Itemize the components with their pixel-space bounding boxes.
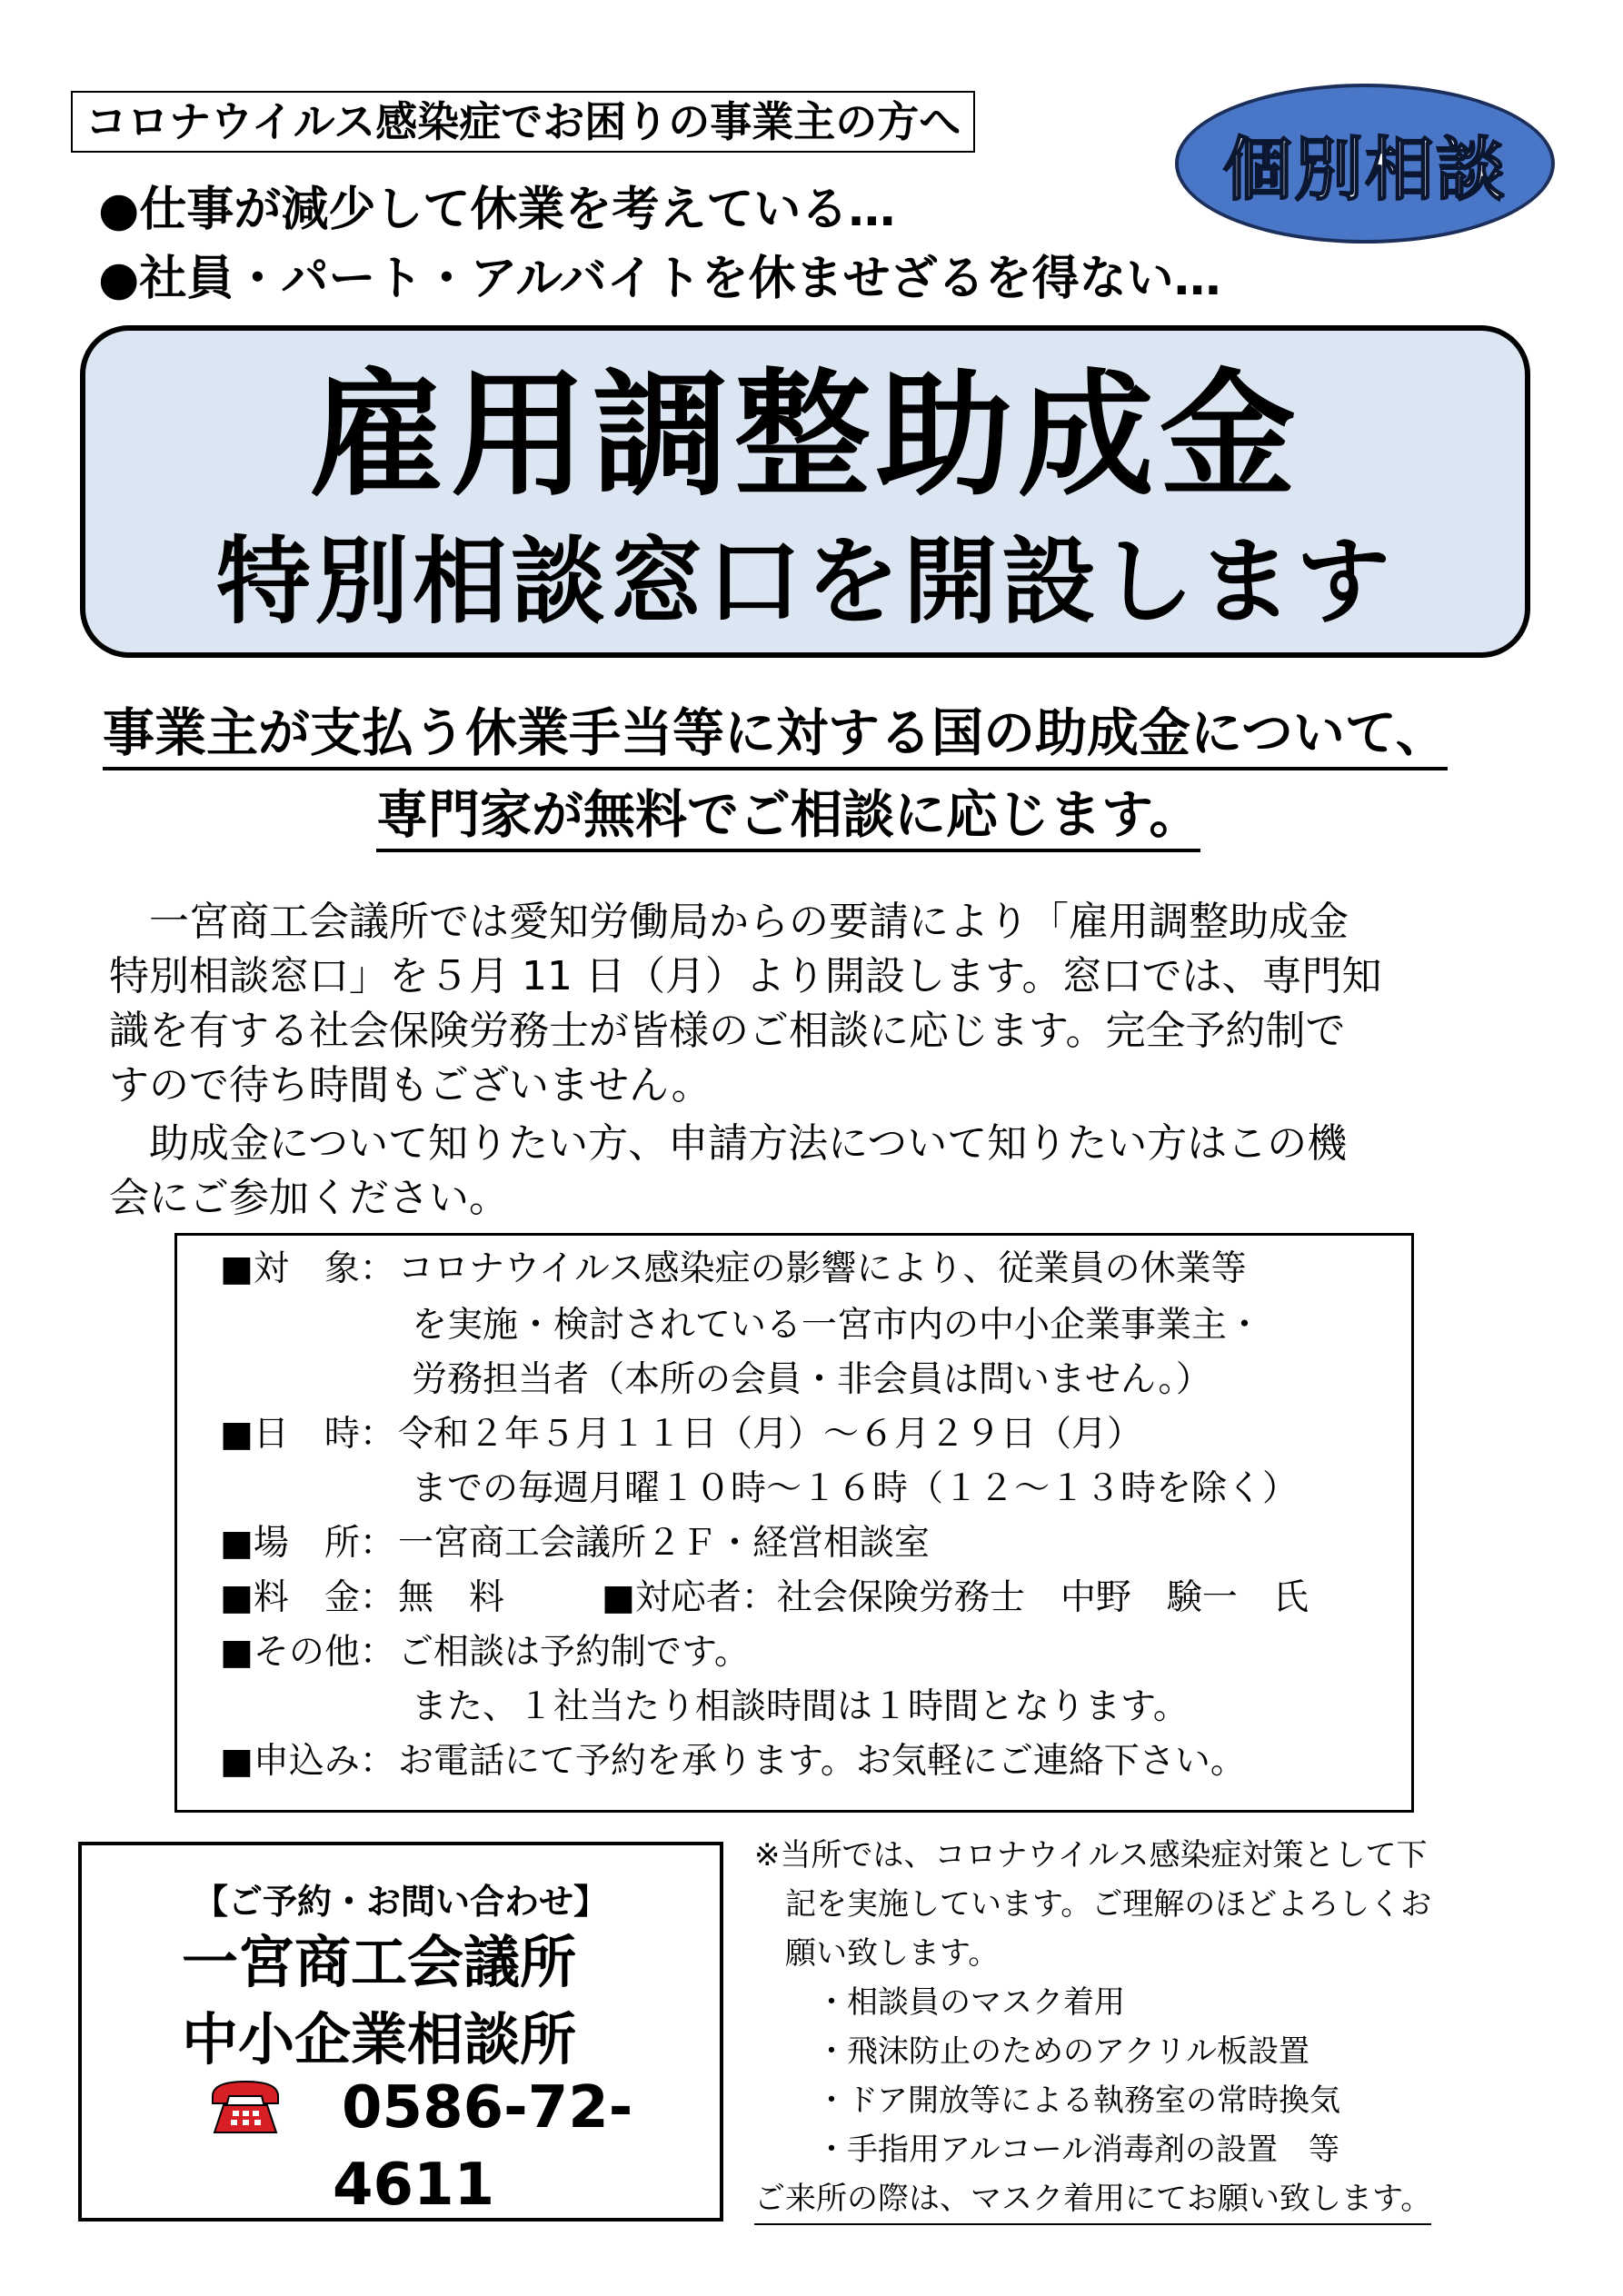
contact-phone-line-2: 4611	[333, 2152, 495, 2219]
badge-label: 個別相談	[1223, 128, 1507, 210]
note-line: 記を実施しています。ご理解のほどよろしくお	[754, 1886, 1432, 1923]
staff-value: 社会保険労務士 中野 験一 氏	[776, 1577, 1309, 1618]
note-item: ・相談員のマスク着用	[754, 1984, 1125, 2021]
details-other-row	[220, 1628, 750, 1677]
details-place-row	[220, 1519, 930, 1568]
body-line: 一宮商工会議所では愛知労働局からの要請により「雇用調整助成金	[109, 899, 1349, 945]
apply-value: お電話にて予約を承ります。お気軽にご連絡下さい。	[398, 1741, 1246, 1782]
details-fee-row	[220, 1574, 1309, 1623]
note-item: ・ドア開放等による執務室の常時換気	[754, 2082, 1340, 2119]
subtitle-line-1: 事業主が支払う休業手当等に対する国の助成金について、	[103, 700, 1448, 770]
body-line: 特別相談窓口」を５月 11 日（月）より開設します。窓口では、専門知	[109, 953, 1382, 999]
telephone-icon	[207, 2076, 284, 2138]
note-line: 願い致します。	[754, 1935, 1000, 1972]
staff-label: ■対応者：	[602, 1577, 777, 1618]
note-line: ※当所では、コロナウイルス感染症対策として下	[754, 1837, 1428, 1874]
details-date-row	[220, 1410, 1142, 1459]
other-label: ■その他：	[220, 1632, 395, 1673]
contact-department: 中小企業相談所	[182, 2006, 577, 2072]
other-value: ご相談は予約制です。	[398, 1632, 750, 1673]
note-item: ・飛沫防止のためのアクリル板設置	[754, 2033, 1309, 2070]
note-item: ・手指用アルコール消毒剤の設置 等	[754, 2132, 1339, 2168]
target-value: コロナウイルス感染症の影響により、従業員の休業等	[398, 1248, 1247, 1289]
fee-value: 無 料	[398, 1577, 505, 1618]
date-value: 令和２年５月１１日（月）～６月２９日（月）	[398, 1414, 1143, 1455]
target-audience-label: コロナウイルス感染症でお困りの事業主の方へ	[71, 91, 975, 153]
details-apply-row	[220, 1737, 1246, 1786]
place-label: ■場 所：	[220, 1523, 395, 1564]
details-target-row	[220, 1245, 1247, 1294]
target-label: ■対 象：	[220, 1248, 395, 1289]
date-label: ■日 時：	[220, 1414, 395, 1455]
target-value-cont: 労務担当者（本所の会員・非会員は問いません。）	[412, 1359, 1211, 1400]
apply-label: ■申込み：	[220, 1741, 395, 1782]
bullet-reduced-work: ●仕事が減少して休業を考えている…	[98, 183, 896, 237]
date-value-cont: までの毎週月曜１０時～１６時（１２～１３時を除く）	[412, 1468, 1299, 1509]
contact-organization: 一宮商工会議所	[182, 1929, 577, 1995]
page-subtitle: 特別相談窓口を開設します	[215, 526, 1394, 637]
target-value-cont: を実施・検討されている一宮市内の中小企業事業主・	[412, 1305, 1263, 1346]
contact-heading: 【ご予約・お問い合わせ】	[193, 1882, 608, 1922]
note-closing: ご来所の際は、マスク着用にてお願い致します。	[754, 2174, 1431, 2225]
body-line: すので待ち時間もございません。	[109, 1062, 712, 1108]
body-line: 会にご参加ください。	[109, 1175, 509, 1221]
body-line: 助成金について知りたい方、申請方法について知りたい方はこの機	[109, 1120, 1348, 1167]
contact-phone-line-1: 0586-72-	[342, 2074, 633, 2142]
subtitle-line-2: 専門家が無料でご相談に応じます。	[376, 781, 1200, 852]
body-line: 識を有する社会保険労務士が皆様のご相談に応じます。完全予約制で	[109, 1008, 1346, 1054]
page-title: 雇用調整助成金	[308, 357, 1301, 515]
individual-consultation-badge	[1175, 84, 1555, 244]
fee-label: ■料 金：	[220, 1577, 395, 1618]
place-value: 一宮商工会議所２Ｆ・経営相談室	[398, 1523, 931, 1564]
bullet-staff-leave: ●社員・パート・アルバイトを休ませざるを得ない…	[98, 252, 1221, 306]
other-value-cont: また、１社当たり相談時間は１時間となります。	[412, 1686, 1189, 1727]
